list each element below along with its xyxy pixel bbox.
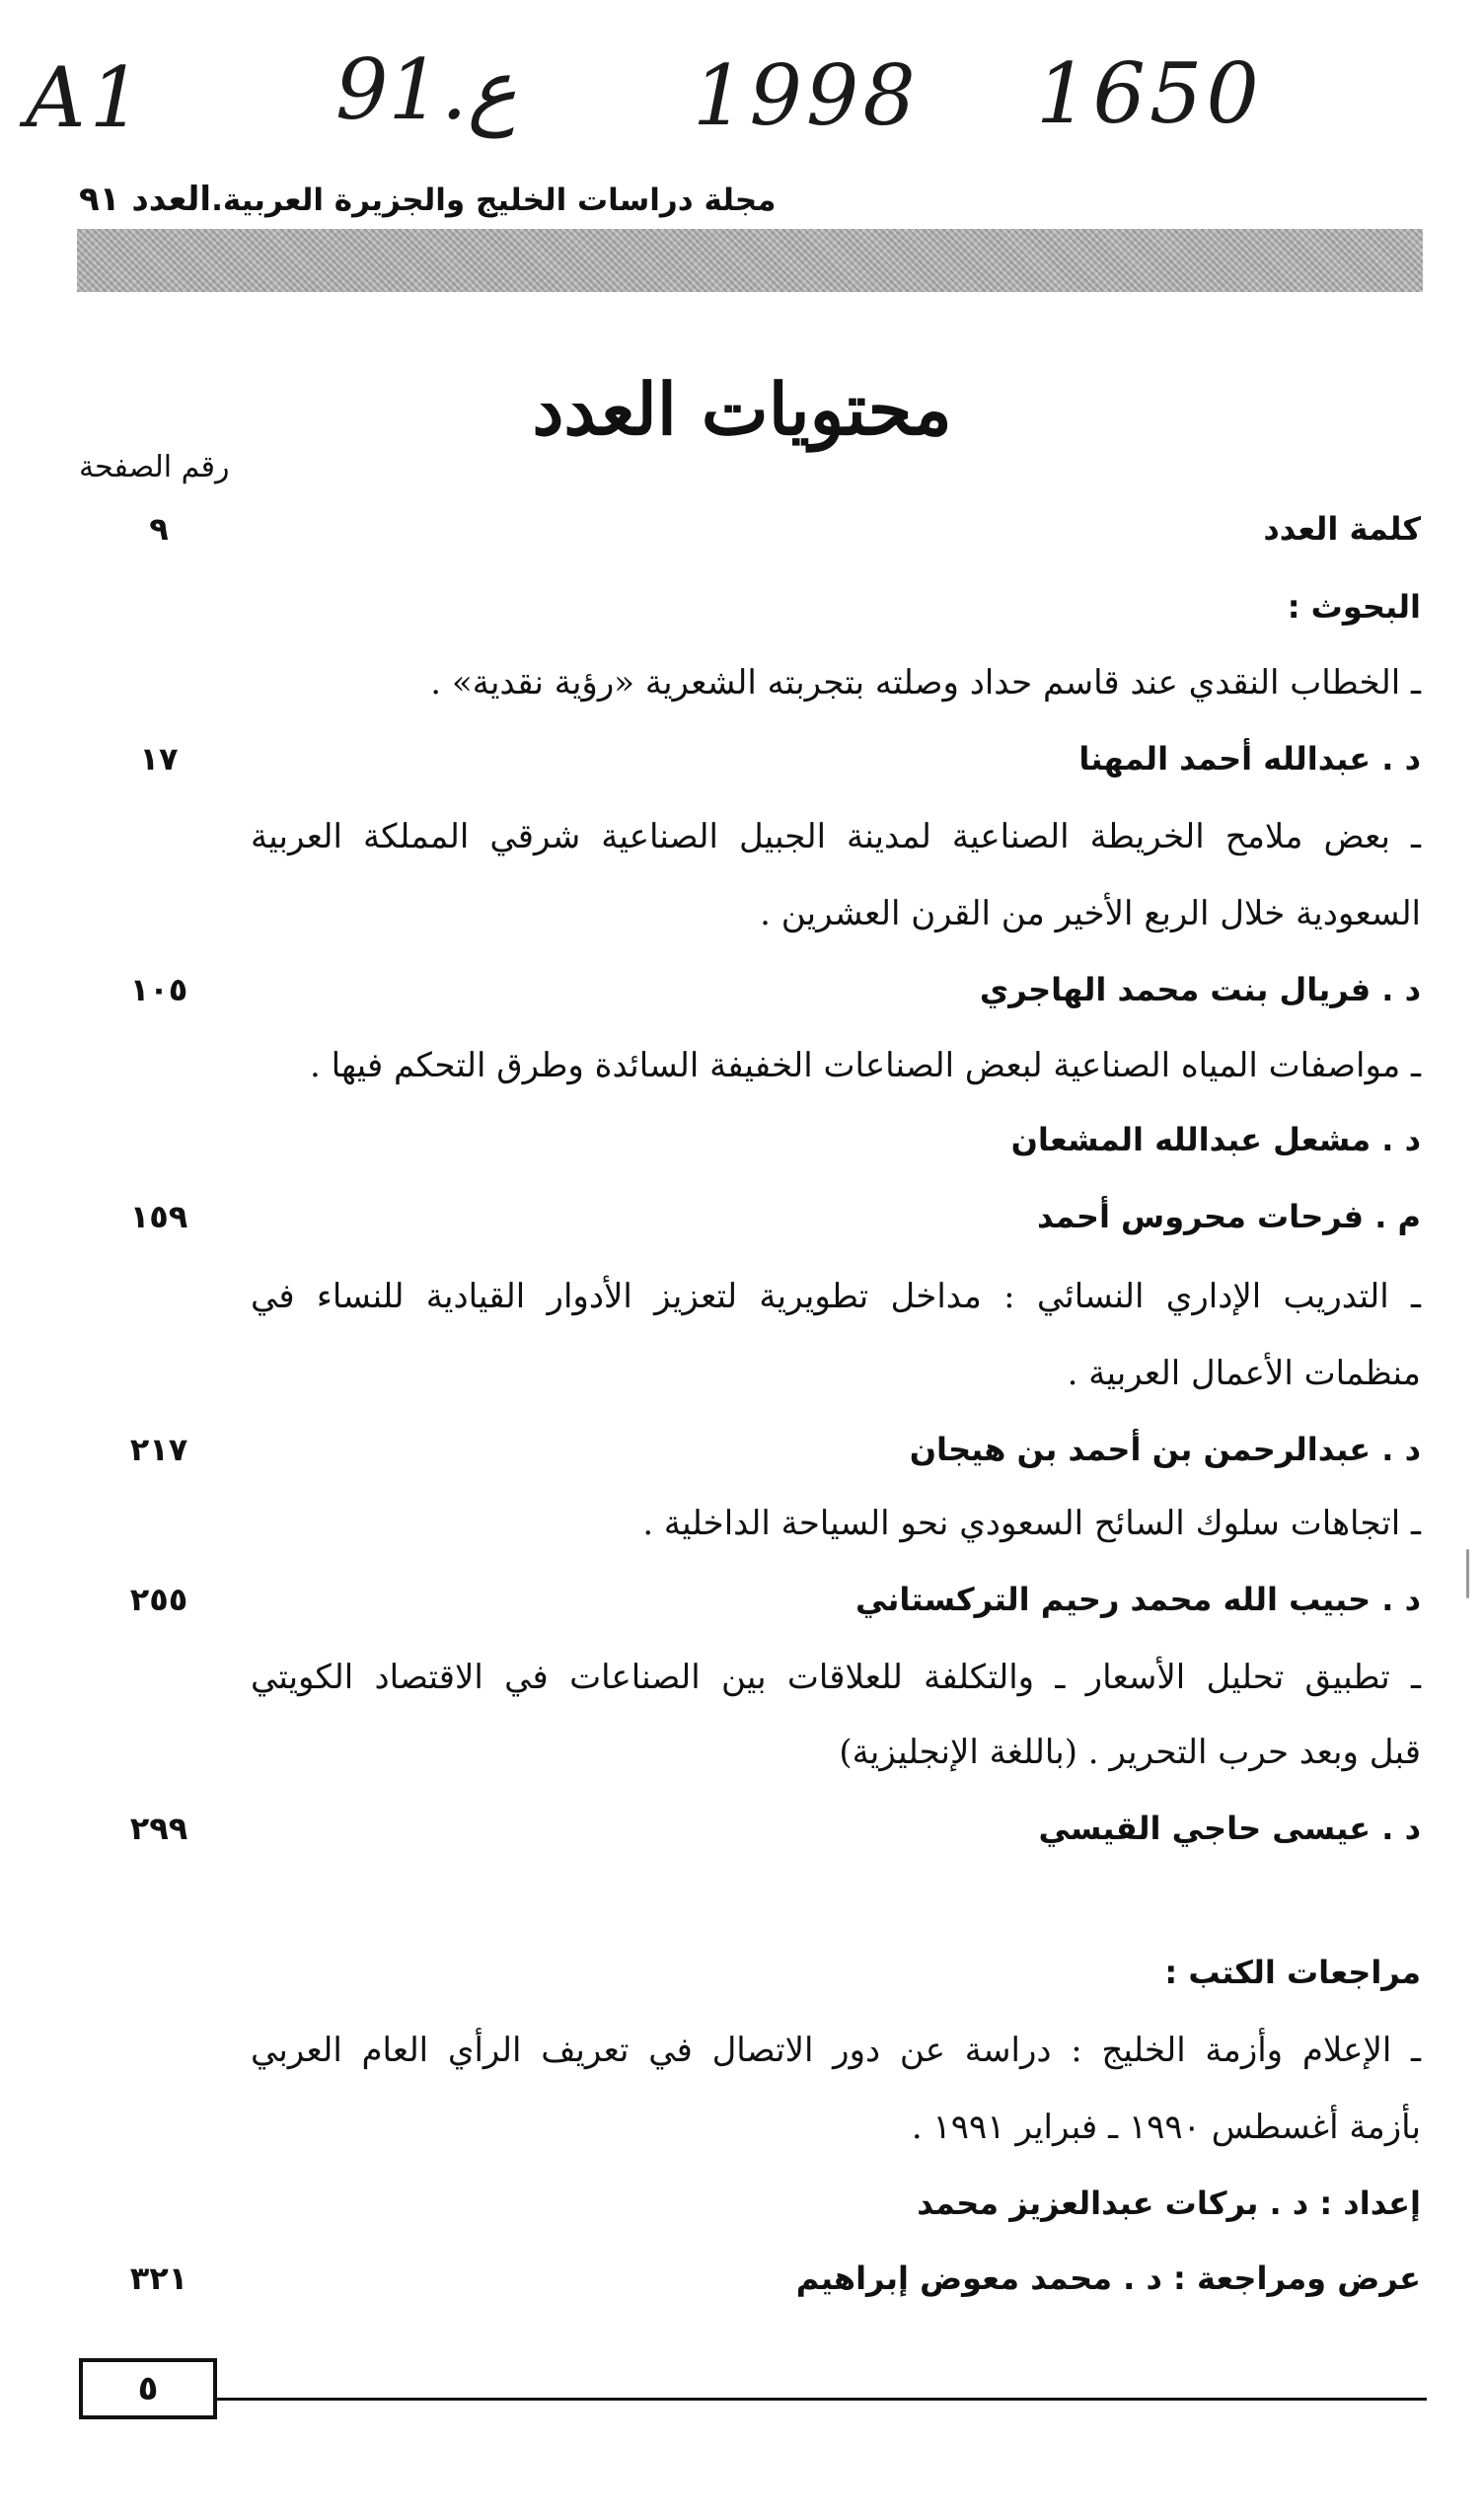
review-reviewer: عرض ومراجعة : د . محمد معوض إبراهيم — [795, 2260, 1421, 2297]
article-title: ـ مواصفات المياه الصناعية لبعض الصناعات الخفيفة السائدة وطرق التحكم فيها . — [310, 1046, 1421, 1085]
journal-name: مجلة دراسات الخليج والجزيرة العربية — [222, 183, 777, 218]
article-title-cont: السعودية خلال الربع الأخير من القرن العشرين . — [760, 894, 1421, 933]
journal-header: مجلة دراسات الخليج والجزيرة العربية.العدد ٩١ — [79, 180, 777, 219]
article-author: د . عيسى حاجي القيسي — [1038, 1810, 1421, 1847]
page-number: ٢٥٥ — [129, 1581, 188, 1618]
contents-line: كلمة العدد — [1263, 510, 1421, 548]
page-number: ١٧ — [139, 740, 179, 778]
article-title: ـ الخطاب النقدي عند قاسم حداد وصلته بتجربته الشعرية «رؤية نقدية» . — [430, 663, 1421, 703]
article-title: ـ اتجاهات سلوك السائح السعودي نحو السياحة الداخلية . — [642, 1504, 1421, 1543]
article-author: د . فريال بنت محمد الهاجري — [979, 971, 1421, 1008]
section-heading-reviews: مراجعات الكتب : — [1164, 1954, 1421, 1991]
article-author: د . عبدالله أحمد المهنا — [1078, 740, 1421, 778]
header-band — [77, 229, 1423, 292]
article-title: ـ بعض ملامح الخريطة الصناعية لمدينة الجبيل الصناعية شرقي المملكة العربية — [251, 817, 1421, 856]
scan-edge-mark — [1466, 1549, 1469, 1598]
page-number: ٩ — [149, 510, 169, 548]
handwritten-year: 1998 — [693, 47, 920, 144]
review-prepared-by: إعداد : د . بركات عبدالعزيز محمد — [917, 2185, 1421, 2222]
issue-label: العدد ٩١ — [79, 180, 212, 219]
handwritten-number: 1650 — [1036, 45, 1263, 142]
page-number: ١٥٩ — [129, 1198, 188, 1235]
page-number: ٢١٧ — [129, 1431, 188, 1468]
article-author: د . حبيب الله محمد رحيم التركستاني — [855, 1581, 1421, 1618]
page-title: محتويات العدد — [532, 367, 952, 451]
article-title: ـ تطبيق تحليل الأسعار ـ والتكلفة للعلاقات بين الصناعات في الاقتصاد الكويتي — [251, 1658, 1421, 1697]
review-title-cont: بأزمة أغسطس ١٩٩٠ ـ فبراير ١٩٩١ . — [911, 2108, 1421, 2147]
review-title: ـ الإعلام وأزمة الخليج : دراسة عن دور الاتصال في تعريف الرأي العام العربي — [251, 2031, 1421, 2070]
page-number: ١٠٥ — [129, 971, 188, 1008]
article-author: د . عبدالرحمن بن أحمد بن هيجان — [909, 1431, 1421, 1468]
page-number: ٣٢١ — [129, 2260, 188, 2297]
footer-page-number: ٥ — [137, 2369, 159, 2408]
article-author: م . فرحات محروس أحمد — [1036, 1198, 1421, 1235]
article-title-cont: قبل وبعد حرب التحرير . (باللغة الإنجليزية) — [839, 1733, 1421, 1772]
handwritten-issue-ref: 91.ع — [335, 41, 517, 138]
section-heading-research: البحوث : — [1287, 588, 1421, 626]
page-column-label: رقم الصفحة — [79, 450, 230, 484]
article-title-cont: منظمات الأعمال العربية . — [1067, 1354, 1421, 1393]
article-author: د . مشعل عبدالله المشعان — [1010, 1121, 1421, 1158]
handwritten-code-a1: A1 — [26, 49, 147, 146]
article-title: ـ التدريب الإداري النسائي : مداخل تطويرية لتعزيز الأدوار القيادية للنساء في — [251, 1277, 1421, 1316]
footer-rule — [217, 2398, 1427, 2401]
footer-page-box — [79, 2358, 217, 2419]
page-number: ٢٩٩ — [129, 1810, 188, 1847]
